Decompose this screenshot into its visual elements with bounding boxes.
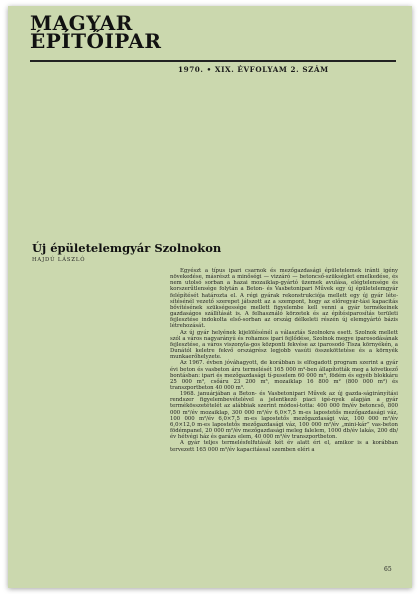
- body-paragraph: Egyészt a típus ipari csarnok és mezőgazdasági épületelemek iránti igény növekedése, másrészt a minőségi — vizzáró — betoncső-szükséglet emelkedése, és nem utolsó sorban a hazai mozaiklap-gyártó üzemek avulása, elégtelensége és korszerűtlensége folytán a Beton- és Vasbetonipari Művek egy új épületelemgyár felépítését határozta el. A régi gyárak rekonstrukciója mellett egy új gyár léte-sítésénél vezető szerepet játszott az a szempont, hogy az előregyár-tási kapacitás bővítésének szükségessége mellett figyelembe kell venni a gyár termékeinek gazdaságos szállítását is. A felhasználó körzetek és az építésiparosítás területi fejlesztése indokolta első-sorban az ország délkeleti részén új elemgyártó bázis létrehozását.: [170, 268, 398, 330]
- body-paragraph: Az új gyár helyének kijelölésénél a választás Szolnokra esett. Szolnok mellett szól a város nagyarányú és rohamos ipari fejlődése, Szolnok megye iparosodásának fejlesztése, a város viszonyla-gos központi fekvése az iparosodó Tisza környékén, a Dunától keletre fekvő országrész legjobb vasúti összeköttetése és a környék munkaerőhelyzete.: [170, 329, 398, 361]
- body-paragraph: Az 1967. évben jóváhagyott, de korábban is elfogadott program szerint a gyár évi beton és vasbeton áru termelését 165 000 m³-ben állapították meg a következő bontásban: ipari és mezőgazdasági tí-puselem 60 000 m³, födém és egyéb blokkáru 25 000 m³, csőáru 23 200 m³, mozaiklap 16 800 m² (800 000 m²) és transzportbeton 40 000 m³.: [170, 360, 398, 391]
- masthead-rule: [30, 60, 396, 62]
- page-number: 65: [384, 566, 392, 573]
- issue-line: 1970. • XIX. ÉVFOLYAM 2. SZÁM: [178, 65, 329, 74]
- masthead-line-2: ÉPÍTŐIPAR: [30, 29, 162, 53]
- magazine-page: [8, 6, 412, 588]
- article-author: HAJDÚ LÁSZLÓ: [32, 257, 86, 263]
- article-body: [170, 268, 398, 453]
- magazine-masthead: [30, 11, 162, 53]
- body-paragraph: 1968. januárjában a Beton- és Vasbetonipari Művek az új gazda-ságirányítási rendszer figyelembevételével a jelentkező piaci igé-nyek alapján a gyár termékösszetételét az alábbiak szerint módosí-totta: 400 000 fm/év betoncső, 800 000 m²/év mozaiklap, 300 000 m²/év 6,0×7,5 m-es lapostetős mezőgazdasági váz, 100 000 m²/év 6,0×7,5 m-es lapostetős mezőgazdasági váz, 100 000 m²/év 6,0×12,0 m-es lapostetős mezőgazdasági váz, 100 000 m²/év „mini-kár” vas-beton födémpanel, 20 000 m²/év mezőgazdasági meleg falelem, 1000 db/év lakás, 200 db/év hétvégi ház és garázs elem, 40 000 m³/év transzportbeton.: [170, 391, 398, 441]
- body-paragraph: A gyár teljes termelésfelfutását két év alatt éri el, amikor is a korábban tervezett 165 000 m³/év kapacitással szemben eléri a: [170, 440, 398, 453]
- masthead-line-1: MAGYAR: [30, 11, 133, 35]
- article-title: Új épületelemgyár Szolnokon: [32, 241, 222, 255]
